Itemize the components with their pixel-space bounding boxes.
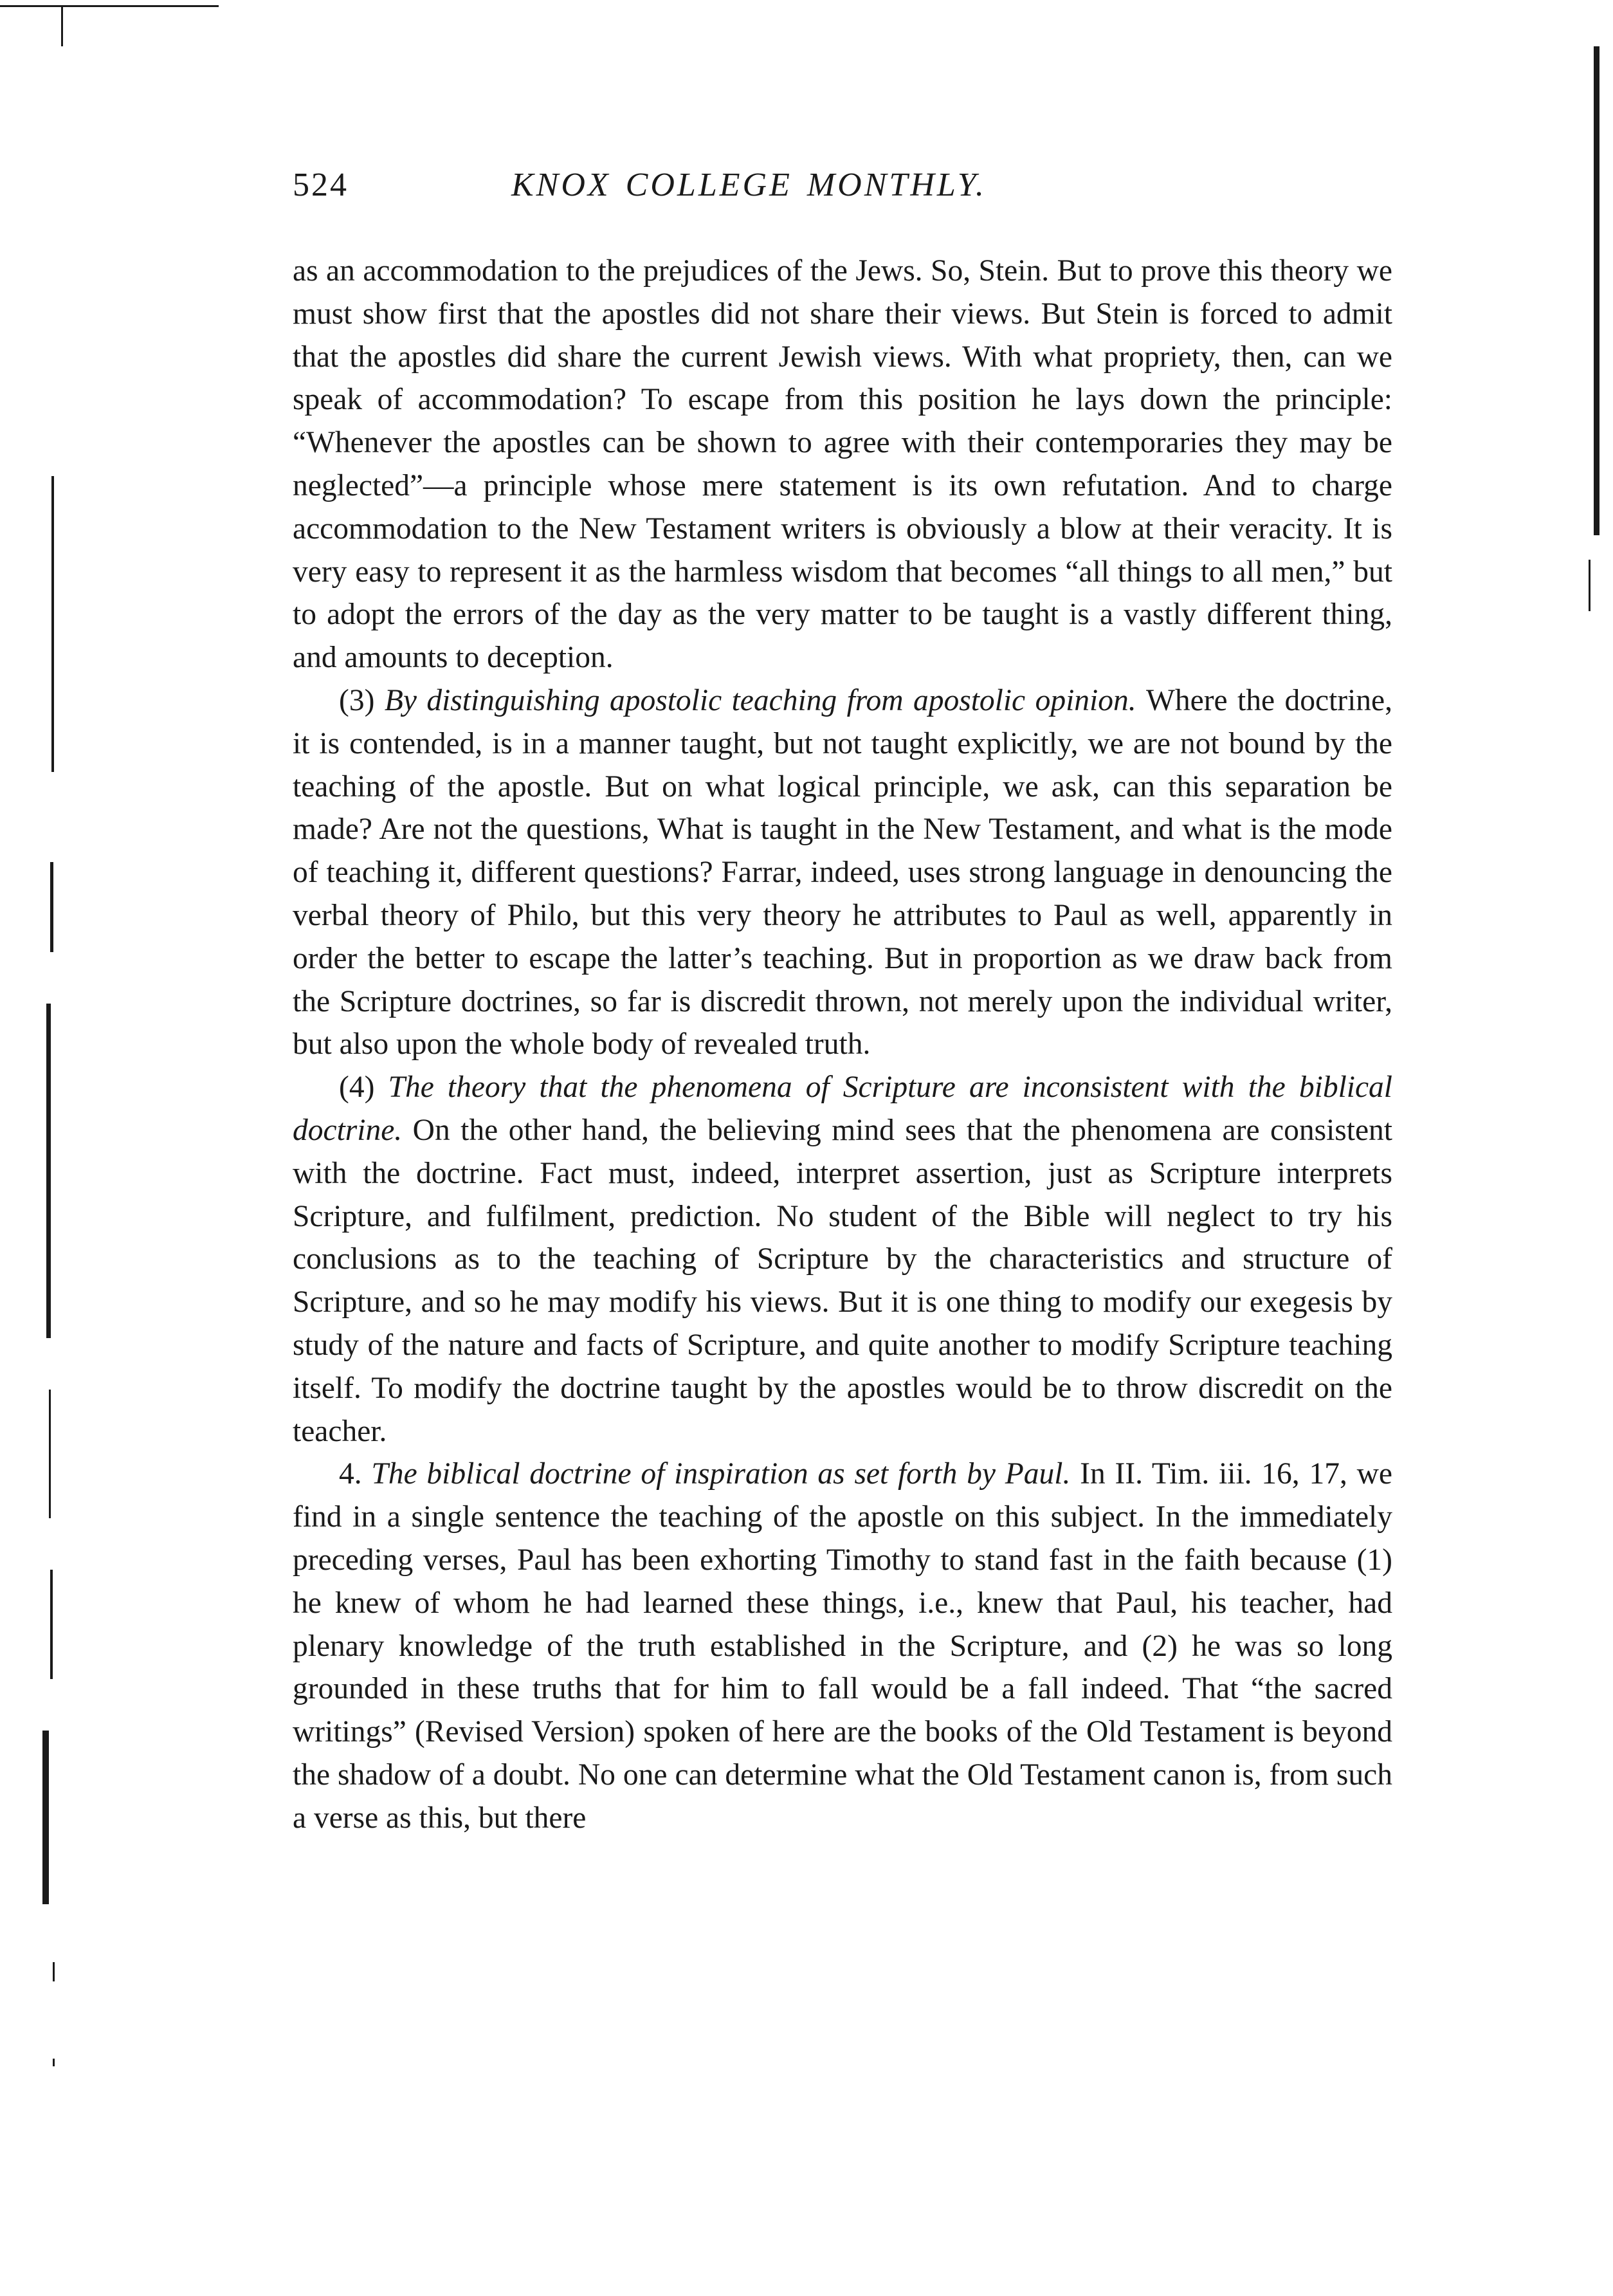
scan-left-margin-mark-3 [46, 1004, 51, 1338]
scan-left-margin-mark-4 [49, 1390, 51, 1518]
running-title: KNOX COLLEGE MONTHLY. [511, 167, 987, 203]
scan-edge-top-left-tick [61, 6, 63, 46]
scan-left-margin-mark-1 [51, 476, 54, 772]
section-heading: The biblical doctrine of inspiration as set forth by Paul. [371, 1457, 1080, 1491]
paragraph-biblical-doctrine [293, 1453, 1392, 1839]
paragraph-accommodation [293, 250, 1392, 679]
page-header [293, 166, 1392, 224]
scan-left-margin-mark-2 [50, 862, 53, 952]
body-text [293, 250, 1392, 1839]
page-number: 524 [293, 167, 349, 203]
paragraph-text: as an accommodation to the prejudices of the Jews. So, Stein. But to prove this theory we must show first that the apostles did not share their views. But Stein is forced to admit that the apostles did share the current Jewish views. With what propriety, then, can we speak of accommodation? To escape from this position he lays down the principle: “Whenever the apostles can be shown to agree with their contemporaries they may be neglected”—a principle whose mere statement is its own refutation. And to charge accommodation to the New Testament writers is obviously a blow at their veracity. It is very easy to represent it as the harmless wisdom that becomes “all things to all men,” but to adopt the errors of the day as the very matter to be taught is a vastly different thing, and amounts to deception. [293, 254, 1392, 675]
section-heading: The theory that the phenomena of Scripture are inconsistent with the biblical doctrine. [293, 1070, 1392, 1147]
section-number: (3) [339, 683, 385, 717]
paragraph-text: On the other hand, the believing mind sees that the phenomena are consistent with the doctrine. Fact must, indeed, interpret assertion, just as Scripture interprets Scripture, and fulfilment, prediction. No student of the Bible will neglect to try his conclusions as to the teaching of Scripture by the characteristics and structure of Scripture, and so he may modify his views. But it is one thing to modify our exegesis by study of the nature and facts of Scripture, and quite another to modify Scripture teaching itself. To modify the doctrine taught by the apostles would be to throw discredit on the teacher. [293, 1113, 1392, 1448]
scan-left-margin-mark-8 [53, 2059, 55, 2066]
scan-left-margin-mark-6 [42, 1731, 49, 1904]
paragraph-phenomena [293, 1066, 1392, 1453]
scan-left-margin-mark-5 [50, 1570, 53, 1679]
section-number: (4) [339, 1070, 388, 1105]
scan-edge-right-fragment [1589, 560, 1590, 611]
paragraph-text: Where the doctrine, it is contended, is in a manner taught, but not taught explicitly, we are not bound by the teaching of the apostle. But on what logical principle, we ask, can this separation be made? Are not the questions, What is taught in the New Testament, and what is the mode of teaching it, different questions? Farrar, indeed, uses strong language in denouncing the verbal theory of Philo, but this very theory he attributes to Paul as well, apparently in order the better to escape the latter’s teaching. But in proportion as we draw back from the Scripture doctrines, so far is discredit thrown, not merely upon the individual writer, but also upon the whole body of revealed truth. [293, 683, 1392, 1061]
scan-left-margin-mark-7 [53, 1962, 55, 1981]
paragraph-text: In II. Tim. iii. 16, 17, we find in a single sentence the teaching of the apostle on this subject. In the immediately preceding verses, Paul has been exhorting Timothy to stand fast in the faith because (1) he knew of whom he had learned these things, i.e., knew that Paul, his teacher, had plenary knowledge of the truth established in the Scripture, and (2) he was so long grounded in these truths that for him to fall would be a fall indeed. That “the sacred writings” (Revised Version) spoken of here are the books of the Old Testament is beyond the shadow of a doubt. No one can determine what the Old Testament canon is, from such a verse as this, but there [293, 1457, 1393, 1835]
section-number: 4. [339, 1457, 372, 1491]
scan-edge-top-left [0, 5, 219, 7]
paragraph-apostolic-opinion [293, 679, 1392, 1066]
section-heading: By distinguishing apostolic teaching from apostolic opinion. [384, 683, 1147, 717]
scan-edge-right [1594, 46, 1599, 535]
